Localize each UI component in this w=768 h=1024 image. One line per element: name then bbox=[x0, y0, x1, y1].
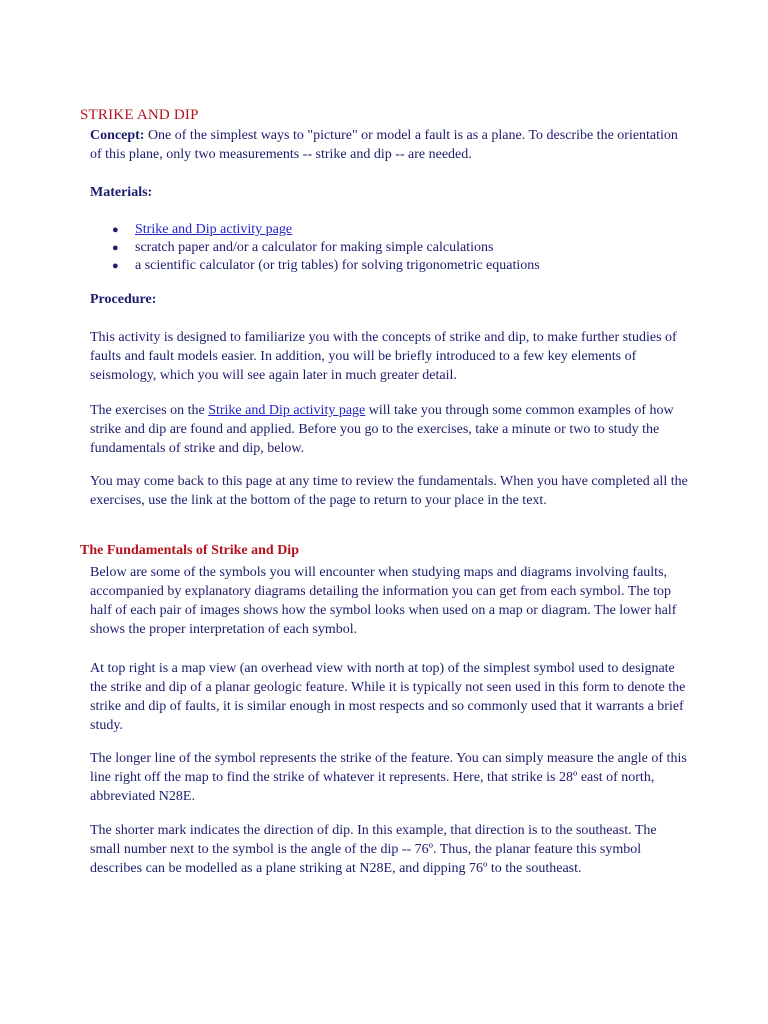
list-item bbox=[90, 221, 540, 239]
materials-heading: Materials: bbox=[90, 185, 153, 200]
procedure-paragraph-1: This activity is designed to familiarize you with the concepts of strike and dip, to make further studies of faults and fault models easier. In addition, you will be briefly introduced to a few key elements of seismology, which you will see again later in much greater detail. bbox=[90, 330, 677, 383]
list-item-text: a scientific calculator (or trig tables) for solving trigonometric equations bbox=[135, 258, 540, 273]
page-title: STRIKE AND DIP bbox=[80, 107, 199, 123]
fundamentals-paragraph-2: At top right is a map view (an overhead view with north at top) of the simplest symbol used to designate the strike and dip of a planar geologic feature. While it is typically not seen used in this form to denote the strike and dip of faults, it is similar enough in most respects and so commonly used that it warrants a brief study. bbox=[90, 661, 686, 733]
bullet-icon: ● bbox=[112, 242, 119, 254]
bullet-icon: ● bbox=[112, 260, 119, 272]
procedure-paragraph-2 bbox=[90, 401, 690, 458]
fundamentals-paragraph-1: Below are some of the symbols you will encounter when studying maps and diagrams involving faults, accompanied by explanatory diagrams detailing the information you can get from each symbol. The top half of each pair of images shows how the symbol looks when used on a map or diagram. The lower half shows the proper interpretation of each symbol. bbox=[90, 565, 677, 637]
list-item bbox=[90, 257, 540, 275]
activity-page-link[interactable]: Strike and Dip activity page bbox=[135, 222, 293, 237]
concept-text: One of the simplest ways to "picture" or model a fault is as a plane. To describe the orientation of this plane, only two measurements -- strike and dip -- are needed. bbox=[90, 128, 678, 162]
fundamentals-paragraph-3: The longer line of the symbol represents the strike of the feature. You can simply measure the angle of this line right off the map to find the strike of whatever it represents. Here, that strike is 28º east of north, abbreviated N28E. bbox=[90, 751, 687, 804]
materials-list bbox=[90, 221, 540, 275]
procedure-text-before-link: The exercises on the bbox=[90, 403, 209, 418]
concept-label: Concept: bbox=[90, 128, 145, 143]
bullet-icon: ● bbox=[112, 224, 119, 236]
list-item-text: scratch paper and/or a calculator for making simple calculations bbox=[135, 240, 494, 255]
procedure-text-after-link: will take you through some common examples of how strike and dip are found and applied. Before you go to the exercises, take a minute or two to study the fundamentals of strike and dip, below. bbox=[90, 403, 674, 456]
list-item bbox=[90, 239, 540, 257]
concept-paragraph bbox=[90, 126, 690, 164]
fundamentals-heading: The Fundamentals of Strike and Dip bbox=[80, 543, 299, 558]
activity-page-inline-link[interactable]: Strike and Dip activity page bbox=[208, 403, 366, 418]
fundamentals-paragraph-4: The shorter mark indicates the direction of dip. In this example, that direction is to the southeast. The small number next to the symbol is the angle of the dip -- 76º. Thus, the planar feature this symbol describes can be modelled as a plane striking at N28E, and dipping 76º to the southeast. bbox=[90, 823, 657, 876]
procedure-heading: Procedure: bbox=[90, 292, 157, 307]
procedure-paragraph-3: You may come back to this page at any time to review the fundamentals. When you have completed all the exercises, use the link at the bottom of the page to return to your place in the text. bbox=[90, 474, 688, 508]
